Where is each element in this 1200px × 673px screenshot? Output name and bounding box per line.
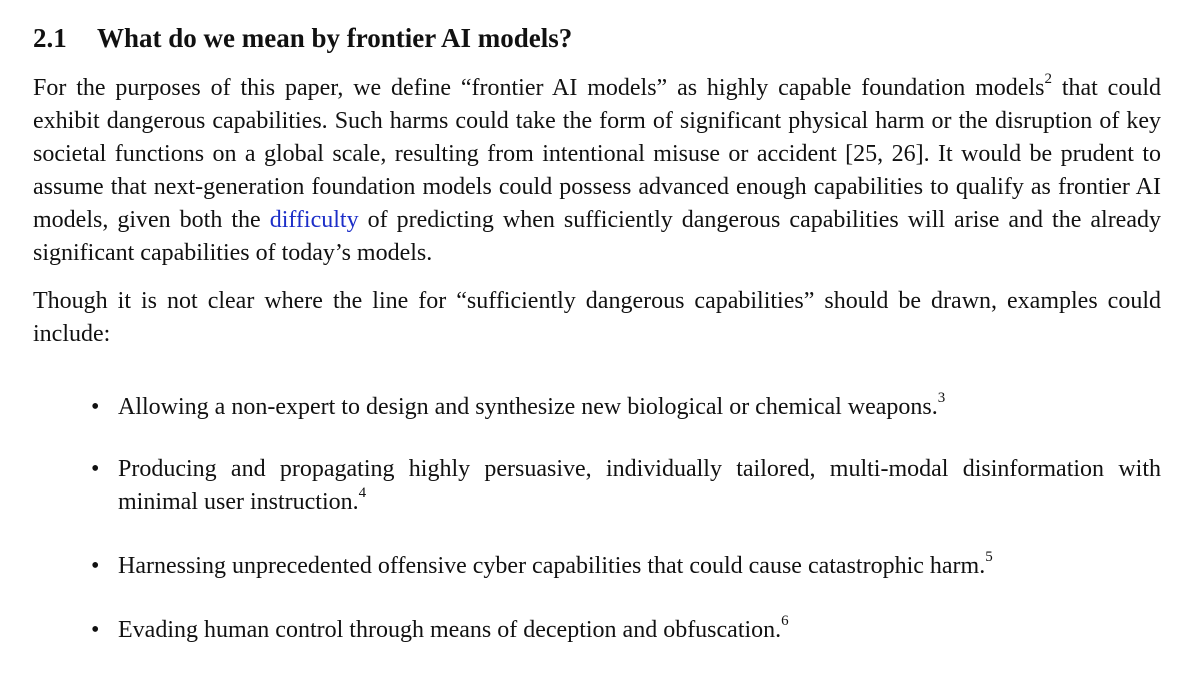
bullet-icon: • bbox=[91, 617, 100, 643]
section-heading bbox=[33, 20, 572, 56]
paragraph2-text: Though it is not clear where the line for “sufficiently dangerous capabilities” should be drawn, examples could include: bbox=[33, 288, 1161, 347]
paragraph1-text-start: For the purposes of this paper, we define “frontier AI models” as highly capable foundation models bbox=[33, 75, 1045, 101]
bullet-icon: • bbox=[91, 456, 100, 482]
footnote-marker-3[interactable]: 3 bbox=[937, 390, 946, 406]
section-title: What do we mean by frontier AI models? bbox=[97, 23, 573, 53]
difficulty-link[interactable]: difficulty bbox=[269, 207, 359, 233]
bullet-icon: • bbox=[91, 394, 100, 420]
paragraph1-text-middle: that could exhibit dangerous capabilities. Such harms could take the form of significant physical harm or the disruption of key societal functions on a global scale, resulting from intentional misuse or accident [25, 26]. It would be prudent to assume that next-generation foundation models could possess advanced enough capabilities to qualify as frontier AI models, given both the bbox=[33, 75, 1161, 233]
list-item bbox=[91, 390, 1161, 424]
footnote-marker-6[interactable]: 6 bbox=[781, 613, 789, 629]
footnote-marker-5[interactable]: 5 bbox=[985, 549, 993, 565]
bullet-text: Producing and propagating highly persuasive, individually tailored, multi-modal disinformation with minimal user instruction. bbox=[118, 456, 1161, 515]
footnote-marker-4[interactable]: 4 bbox=[358, 485, 367, 501]
footnote-marker-2[interactable]: 2 bbox=[1044, 71, 1052, 87]
bullet-text: Allowing a non-expert to design and synthesize new biological or chemical weapons. bbox=[118, 394, 938, 420]
list-item bbox=[91, 453, 1161, 519]
bullet-text: Evading human control through means of deception and obfuscation. bbox=[118, 617, 782, 643]
bullet-text: Harnessing unprecedented offensive cyber capabilities that could cause catastrophic harm. bbox=[118, 553, 986, 579]
list-item bbox=[91, 549, 1161, 583]
paragraph1-text-end: of predicting when sufficiently dangerous capabilities will arise and the already significant capabilities of today’s models. bbox=[33, 207, 1161, 266]
bullet-icon: • bbox=[91, 553, 100, 579]
section-number: 2.1 bbox=[33, 23, 67, 53]
paragraph-examples-intro bbox=[33, 285, 1161, 351]
paragraph-definition bbox=[33, 72, 1161, 270]
list-item bbox=[91, 613, 1161, 647]
